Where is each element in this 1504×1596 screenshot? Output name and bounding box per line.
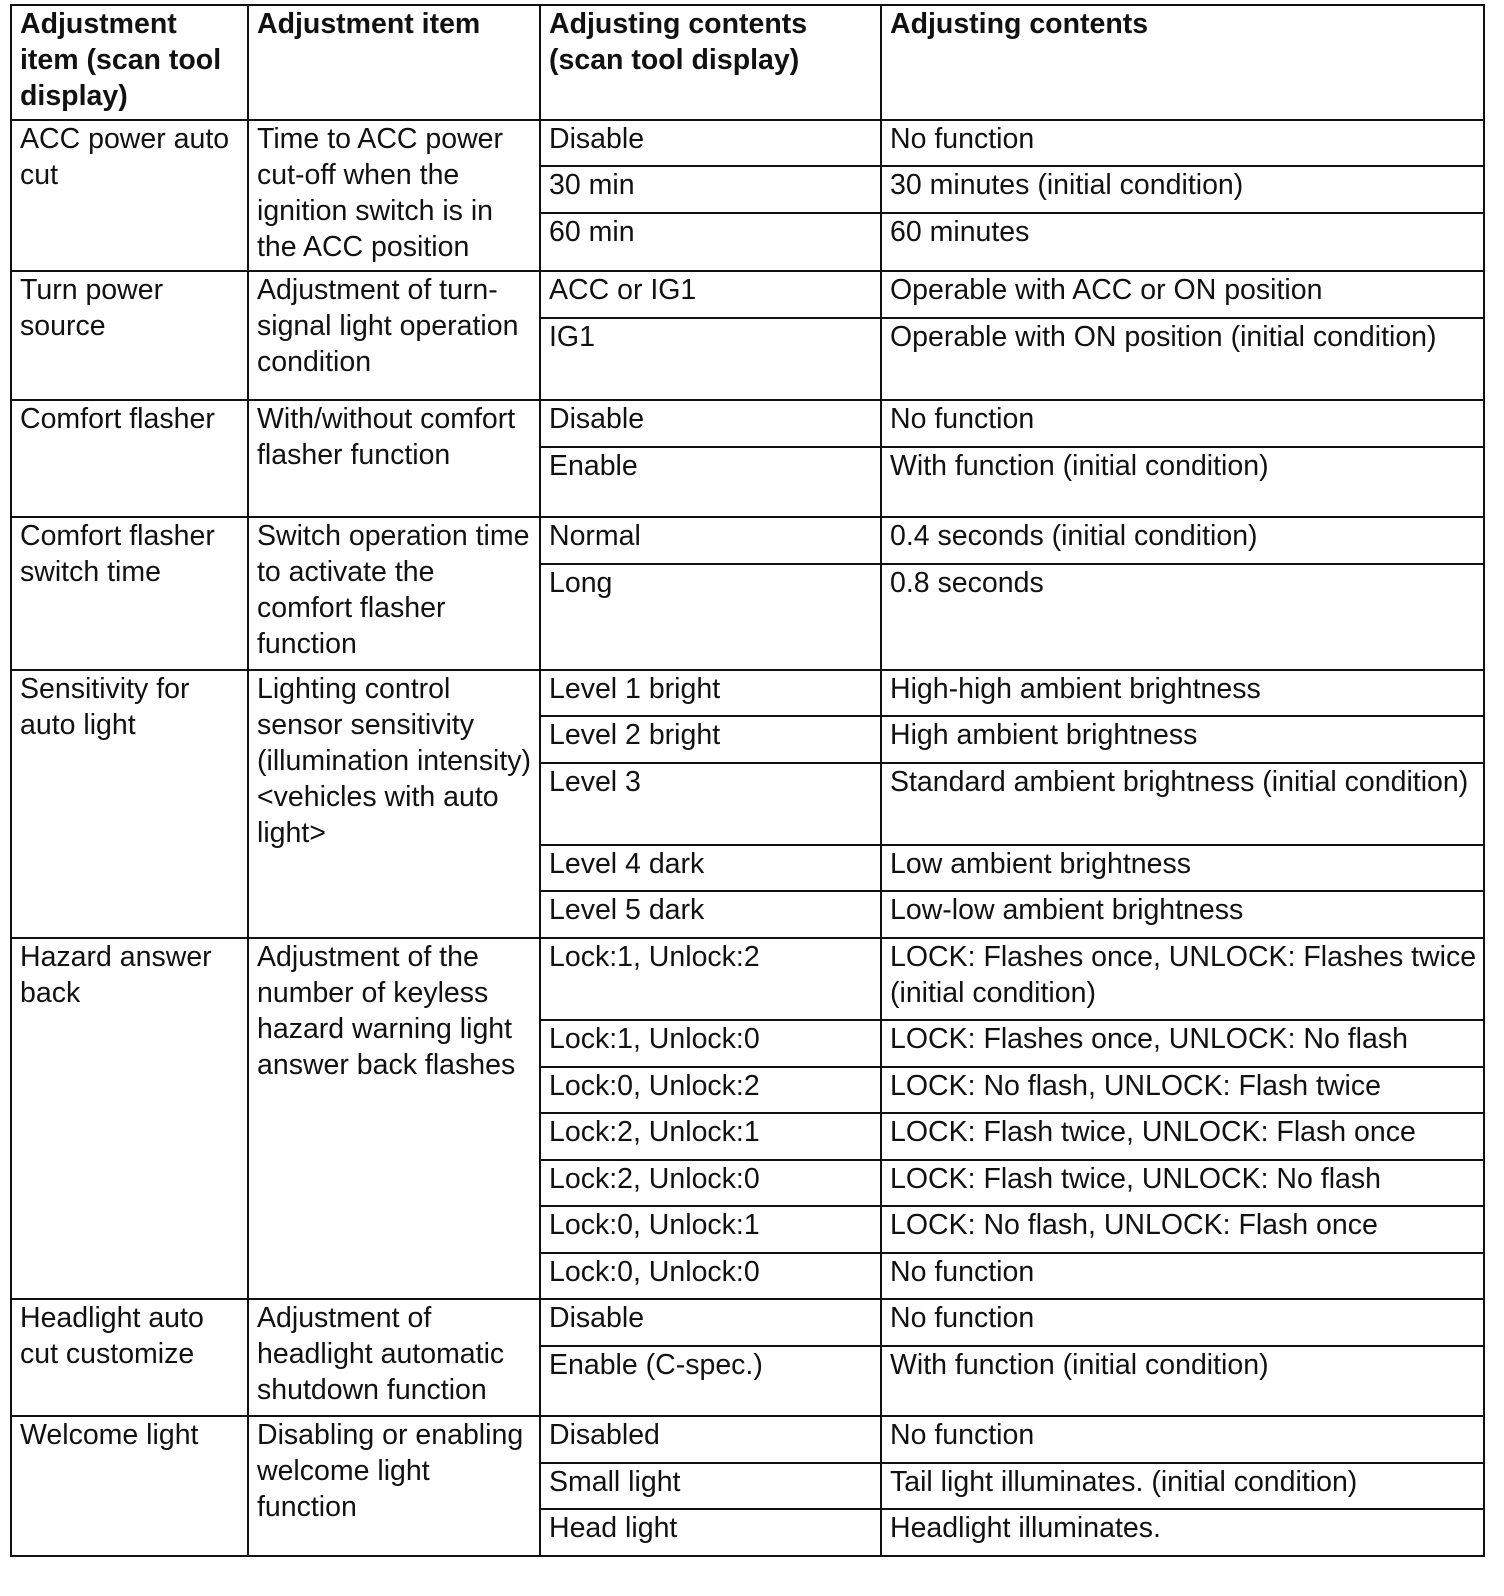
cell-option-content: Operable with ON position (initial condition) <box>881 318 1484 400</box>
cell-option-content: No function <box>881 120 1484 166</box>
cell-option-scan: 30 min <box>540 166 881 213</box>
cell-option-scan: Level 2 bright <box>540 716 881 763</box>
cell-option-scan: ACC or IG1 <box>540 271 881 318</box>
table-row <box>11 271 1484 318</box>
cell-item-scan: Welcome light <box>11 1416 248 1556</box>
table-row <box>11 400 1484 447</box>
cell-option-scan: 60 min <box>540 213 881 271</box>
cell-item: Disabling or enabling welcome light function <box>248 1416 540 1556</box>
cell-option-content: LOCK: No flash, UNLOCK: Flash once <box>881 1206 1484 1253</box>
cell-option-scan: Enable (C-spec.) <box>540 1346 881 1416</box>
table-row <box>11 517 1484 564</box>
cell-item-scan: ACC power auto cut <box>11 120 248 271</box>
cell-item-scan: Turn power source <box>11 271 248 400</box>
cell-option-scan: Level 4 dark <box>540 845 881 891</box>
cell-option-scan: Lock:2, Unlock:1 <box>540 1113 881 1160</box>
cell-item: Adjustment of the number of keyless hazard warning light answer back flashes <box>248 938 540 1299</box>
cell-option-scan: Lock:2, Unlock:0 <box>540 1160 881 1206</box>
cell-item: Adjustment of headlight automatic shutdown function <box>248 1299 540 1416</box>
cell-option-content: Standard ambient brightness (initial condition) <box>881 763 1484 845</box>
cell-option-scan: IG1 <box>540 318 881 400</box>
header-adjusting-contents: Adjusting contents <box>881 5 1484 120</box>
table-row <box>11 1416 1484 1463</box>
cell-item-scan: Hazard answer back <box>11 938 248 1299</box>
cell-option-scan: Lock:0, Unlock:1 <box>540 1206 881 1253</box>
cell-option-content: 0.8 seconds <box>881 564 1484 670</box>
cell-option-content: High ambient brightness <box>881 716 1484 763</box>
table-header-row <box>11 5 1484 120</box>
cell-option-content: LOCK: Flashes once, UNLOCK: Flashes twice (initial condition) <box>881 938 1484 1020</box>
cell-item-scan: Headlight auto cut customize <box>11 1299 248 1416</box>
cell-option-scan: Lock:0, Unlock:0 <box>540 1253 881 1299</box>
cell-item-scan: Sensitivity for auto light <box>11 670 248 938</box>
cell-option-content: LOCK: Flash twice, UNLOCK: Flash once <box>881 1113 1484 1160</box>
table-row <box>11 1299 1484 1346</box>
cell-item: With/without comfort flasher function <box>248 400 540 517</box>
table-body <box>11 120 1484 1556</box>
cell-option-content: Operable with ACC or ON position <box>881 271 1484 318</box>
cell-option-content: No function <box>881 400 1484 447</box>
cell-option-content: LOCK: Flash twice, UNLOCK: No flash <box>881 1160 1484 1206</box>
cell-option-content: With function (initial condition) <box>881 1346 1484 1416</box>
cell-item: Adjustment of turn-signal light operation condition <box>248 271 540 400</box>
header-adjustment-item: Adjustment item <box>248 5 540 120</box>
cell-option-content: 0.4 seconds (initial condition) <box>881 517 1484 564</box>
cell-option-scan: Disable <box>540 1299 881 1346</box>
table-row <box>11 938 1484 1020</box>
header-adjustment-item-scan: Adjustment item (scan tool display) <box>11 5 248 120</box>
cell-option-scan: Lock:0, Unlock:2 <box>540 1067 881 1113</box>
cell-option-scan: Level 3 <box>540 763 881 845</box>
cell-option-scan: Enable <box>540 447 881 517</box>
cell-option-scan: Disable <box>540 120 881 166</box>
cell-option-scan: Normal <box>540 517 881 564</box>
cell-option-content: 60 minutes <box>881 213 1484 271</box>
cell-option-scan: Small light <box>540 1463 881 1509</box>
cell-option-content: No function <box>881 1299 1484 1346</box>
cell-option-content: Tail light illuminates. (initial condition) <box>881 1463 1484 1509</box>
cell-option-scan: Disabled <box>540 1416 881 1463</box>
cell-option-content: LOCK: No flash, UNLOCK: Flash twice <box>881 1067 1484 1113</box>
cell-item-scan: Comfort flasher switch time <box>11 517 248 670</box>
cell-option-content: No function <box>881 1253 1484 1299</box>
adjustment-table <box>10 4 1485 1557</box>
cell-option-scan: Lock:1, Unlock:0 <box>540 1020 881 1067</box>
cell-item: Lighting control sensor sensitivity (illumination intensity) <vehicles with auto light> <box>248 670 540 938</box>
cell-option-content: 30 minutes (initial condition) <box>881 166 1484 213</box>
header-adjusting-contents-scan: Adjusting contents (scan tool display) <box>540 5 881 120</box>
cell-option-content: High-high ambient brightness <box>881 670 1484 716</box>
table-row <box>11 670 1484 716</box>
table-row <box>11 120 1484 166</box>
cell-option-content: No function <box>881 1416 1484 1463</box>
cell-option-scan: Lock:1, Unlock:2 <box>540 938 881 1020</box>
cell-item-scan: Comfort flasher <box>11 400 248 517</box>
cell-option-content: LOCK: Flashes once, UNLOCK: No flash <box>881 1020 1484 1067</box>
cell-option-scan: Head light <box>540 1509 881 1556</box>
cell-option-content: With function (initial condition) <box>881 447 1484 517</box>
cell-option-content: Low ambient brightness <box>881 845 1484 891</box>
cell-option-content: Headlight illuminates. <box>881 1509 1484 1556</box>
cell-option-scan: Level 5 dark <box>540 891 881 938</box>
cell-option-content: Low-low ambient brightness <box>881 891 1484 938</box>
cell-option-scan: Long <box>540 564 881 670</box>
cell-item: Time to ACC power cut-off when the ignition switch is in the ACC position <box>248 120 540 271</box>
cell-item: Switch operation time to activate the comfort flasher function <box>248 517 540 670</box>
cell-option-scan: Level 1 bright <box>540 670 881 716</box>
cell-option-scan: Disable <box>540 400 881 447</box>
